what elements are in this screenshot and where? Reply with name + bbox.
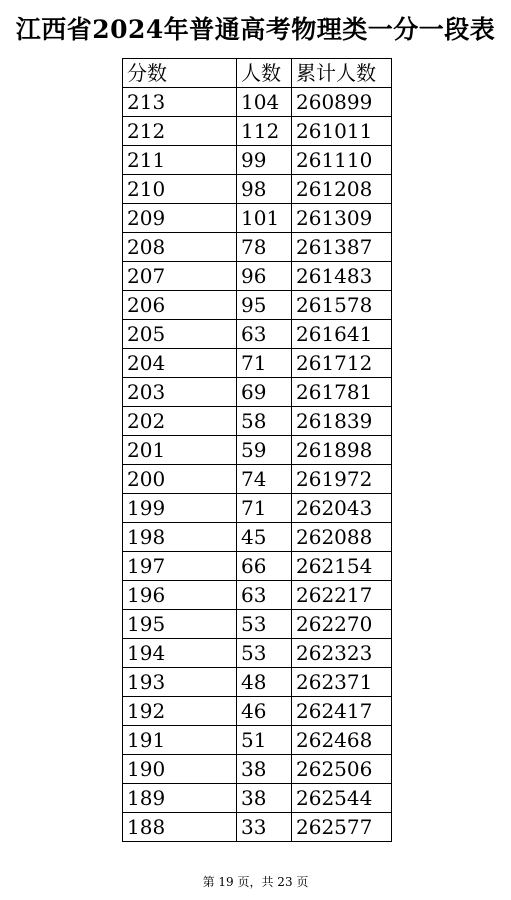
cell-count: 63 (237, 320, 292, 349)
cell-cumulative: 261898 (292, 436, 392, 465)
cell-cumulative: 262217 (292, 581, 392, 610)
table-row (123, 320, 392, 349)
cell-score: 197 (123, 552, 237, 581)
cell-score: 193 (123, 668, 237, 697)
table-row (123, 581, 392, 610)
cell-cumulative: 261578 (292, 291, 392, 320)
table-row (123, 233, 392, 262)
table-row (123, 465, 392, 494)
cell-cumulative: 261972 (292, 465, 392, 494)
table-row (123, 436, 392, 465)
cell-count: 38 (237, 755, 292, 784)
cell-count: 96 (237, 262, 292, 291)
cell-score: 194 (123, 639, 237, 668)
cell-count: 59 (237, 436, 292, 465)
table-row (123, 88, 392, 117)
cell-count: 48 (237, 668, 292, 697)
cell-count: 99 (237, 146, 292, 175)
cell-cumulative: 261011 (292, 117, 392, 146)
cell-score: 212 (123, 117, 237, 146)
cell-count: 95 (237, 291, 292, 320)
cell-score: 189 (123, 784, 237, 813)
cell-count: 58 (237, 407, 292, 436)
cell-cumulative: 262506 (292, 755, 392, 784)
cell-score: 202 (123, 407, 237, 436)
cell-cumulative: 262088 (292, 523, 392, 552)
cell-score: 201 (123, 436, 237, 465)
cell-count: 63 (237, 581, 292, 610)
table-row (123, 523, 392, 552)
cell-score: 198 (123, 523, 237, 552)
cell-count: 74 (237, 465, 292, 494)
table-body (123, 88, 392, 842)
table-row (123, 726, 392, 755)
cell-score: 203 (123, 378, 237, 407)
header-count: 人数 (237, 59, 292, 88)
cell-count: 53 (237, 610, 292, 639)
table-row (123, 639, 392, 668)
table-row (123, 552, 392, 581)
cell-count: 101 (237, 204, 292, 233)
cell-cumulative: 262371 (292, 668, 392, 697)
cell-cumulative: 260899 (292, 88, 392, 117)
table-header-row (123, 59, 392, 88)
cell-count: 98 (237, 175, 292, 204)
table-row (123, 146, 392, 175)
cell-cumulative: 262544 (292, 784, 392, 813)
cell-score: 206 (123, 291, 237, 320)
cell-score: 209 (123, 204, 237, 233)
cell-cumulative: 262323 (292, 639, 392, 668)
cell-count: 112 (237, 117, 292, 146)
cell-score: 205 (123, 320, 237, 349)
cell-cumulative: 261712 (292, 349, 392, 378)
score-distribution-table (122, 58, 392, 842)
cell-count: 38 (237, 784, 292, 813)
cell-cumulative: 261110 (292, 146, 392, 175)
cell-count: 53 (237, 639, 292, 668)
cell-count: 71 (237, 494, 292, 523)
table-row (123, 668, 392, 697)
table-row (123, 697, 392, 726)
cell-score: 192 (123, 697, 237, 726)
cell-count: 66 (237, 552, 292, 581)
cell-cumulative: 261839 (292, 407, 392, 436)
cell-cumulative: 262468 (292, 726, 392, 755)
header-score: 分数 (123, 59, 237, 88)
cell-cumulative: 261208 (292, 175, 392, 204)
cell-cumulative: 262154 (292, 552, 392, 581)
table-row (123, 204, 392, 233)
cell-cumulative: 262270 (292, 610, 392, 639)
header-cumulative: 累计人数 (292, 59, 392, 88)
table-row (123, 494, 392, 523)
table-row (123, 784, 392, 813)
table-row (123, 349, 392, 378)
cell-cumulative: 261641 (292, 320, 392, 349)
cell-score: 208 (123, 233, 237, 262)
cell-count: 71 (237, 349, 292, 378)
cell-cumulative: 261483 (292, 262, 392, 291)
cell-cumulative: 261387 (292, 233, 392, 262)
cell-count: 33 (237, 813, 292, 842)
cell-count: 51 (237, 726, 292, 755)
table-row (123, 117, 392, 146)
cell-score: 195 (123, 610, 237, 639)
cell-count: 46 (237, 697, 292, 726)
cell-score: 213 (123, 88, 237, 117)
cell-score: 196 (123, 581, 237, 610)
cell-count: 78 (237, 233, 292, 262)
cell-cumulative: 261309 (292, 204, 392, 233)
cell-score: 211 (123, 146, 237, 175)
table-row (123, 175, 392, 204)
cell-score: 207 (123, 262, 237, 291)
cell-cumulative: 262417 (292, 697, 392, 726)
page-footer: 第 19 页，共 23 页 (202, 875, 309, 889)
cell-score: 188 (123, 813, 237, 842)
cell-count: 104 (237, 88, 292, 117)
table-row (123, 610, 392, 639)
cell-cumulative: 261781 (292, 378, 392, 407)
table-row (123, 291, 392, 320)
cell-count: 69 (237, 378, 292, 407)
page-title: 江西省2024年普通高考物理类一分一段表 (15, 15, 496, 44)
cell-score: 200 (123, 465, 237, 494)
cell-score: 190 (123, 755, 237, 784)
cell-cumulative: 262043 (292, 494, 392, 523)
table-row (123, 262, 392, 291)
cell-cumulative: 262577 (292, 813, 392, 842)
table-row (123, 755, 392, 784)
cell-score: 204 (123, 349, 237, 378)
table-row (123, 378, 392, 407)
table-row (123, 813, 392, 842)
table-row (123, 407, 392, 436)
cell-score: 199 (123, 494, 237, 523)
cell-count: 45 (237, 523, 292, 552)
cell-score: 191 (123, 726, 237, 755)
cell-score: 210 (123, 175, 237, 204)
